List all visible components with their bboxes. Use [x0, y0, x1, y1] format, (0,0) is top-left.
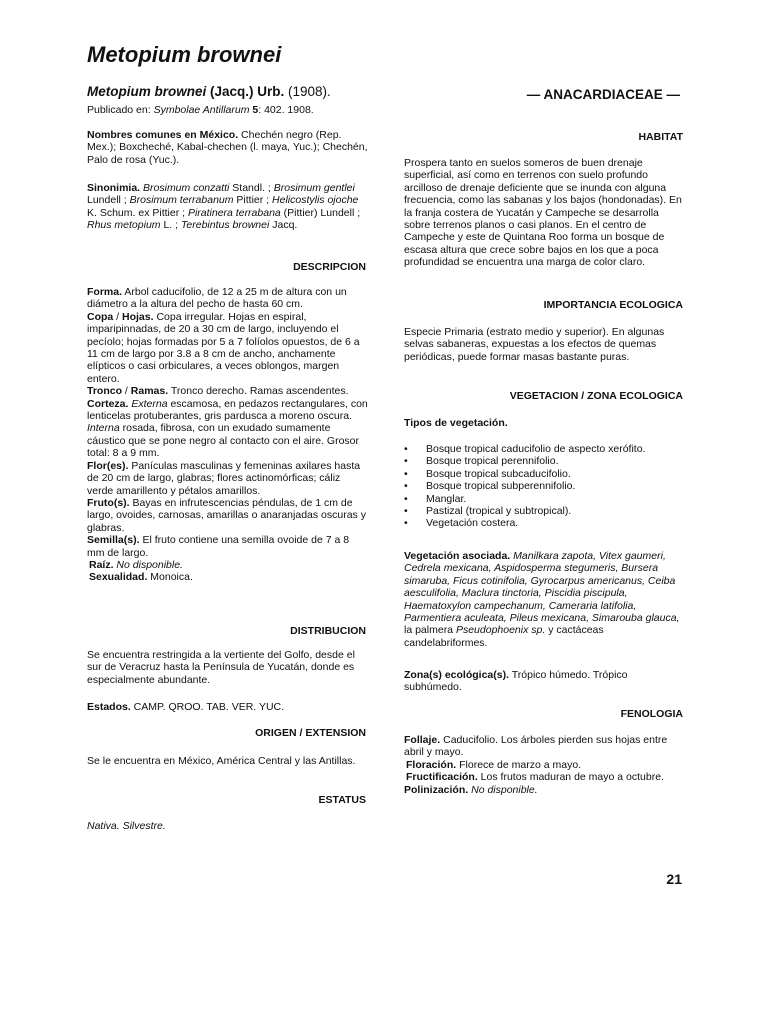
veg-type-item [404, 517, 684, 529]
veg-type-text: Bosque tropical caducifolio de aspecto xerófito. [426, 443, 646, 455]
desc-corteza-label: Corteza. [87, 397, 129, 410]
bullet-icon: • [404, 505, 408, 518]
associated-species [404, 550, 679, 649]
habitat-text: Prospera tanto en suelos someros de buen drenaje superficial, así como en terrenos con suelo profundo arcilloso de drenaje deficiente que se inunda con alguna frecuencia, como las sabanas y los bajos (hondonadas). En la franja costera de Yucatán y Campeche se desarrolla sobre terrenos planos o casi planos. En el centro de Campeche y este de Quintana Roo forma un bosque de escasa altura que crece sobre bajos en los que a poca profundidad se encuentra una marga de color claro. [404, 157, 682, 269]
bullet-icon: • [404, 455, 408, 468]
phen-fructificacion-text: Los frutos maduran de mayo a octubre. [477, 771, 664, 784]
states-text: CAMP. QROO. TAB. VER. YUC. [130, 701, 285, 713]
publication-journal: Symbolae Antillarum [153, 104, 250, 116]
section-heading-estatus: ESTATUS [318, 794, 366, 806]
page-number: 21 [666, 871, 682, 887]
section-heading-origen: ORIGEN / EXTENSION [255, 727, 366, 739]
synonymy-label: Sinonimia. [87, 182, 141, 194]
section-heading-distribucion: DISTRIBUCION [290, 625, 366, 637]
synonym-part: K. Schum. ex Pittier ; [87, 206, 188, 219]
veg-type-text: Bosque tropical subcaducifolio. [426, 467, 571, 480]
associated-vegetation [404, 550, 684, 649]
states [87, 701, 368, 713]
page-title: Metopium brownei [87, 42, 282, 67]
desc-forma [87, 286, 368, 311]
phen-follaje-label: Follaje. [404, 734, 441, 746]
desc-copa-label: Copa [87, 310, 114, 323]
publication-line [87, 104, 314, 116]
common-names-label: Nombres comunes en México. [87, 129, 239, 141]
desc-flores-label: Flor(es). [87, 459, 129, 472]
veg-types-label: Tipos de vegetación. [404, 417, 508, 429]
desc-semilla [87, 534, 368, 559]
section-heading-habitat: HABITAT [638, 131, 683, 143]
phenology-block [404, 734, 684, 796]
phen-floracion [404, 759, 684, 771]
veg-type-item [404, 505, 684, 517]
desc-tronco-text: Tronco derecho. Ramas ascendentes. [168, 385, 349, 398]
veg-type-item [404, 455, 684, 467]
desc-flores-text: Panículas masculinas y femeninas axilares hasta de 20 cm de largo, glabras; flores actinomórficas; cáliz verde amarillento y pétalos amarillos. [87, 459, 361, 497]
synonym-part: Helicostylis ojoche [272, 194, 359, 207]
distribution-text: Se encuentra restringida a la vertiente del Golfo, desde el sur de Veracruz hasta la Península de Yucatán, donde es especialmente abundante. [87, 649, 355, 686]
desc-copa-text: Copa irregular. Hojas en espiral, imparipinnadas, de 20 a 30 cm de largo, incluyendo el pecíolo; hojas formadas por 5 a 7 folíolos opuestos, de 6 a 11 cm de largo por 3.8 a 8 cm de ancho, anchamente elípticos o casi orbiculares, a veces oblongos, margen entero. [87, 310, 360, 385]
synonym-part: Lundell ; [87, 194, 130, 207]
desc-forma-label: Forma. [87, 286, 123, 298]
states-label: Estados. [87, 701, 131, 713]
veg-type-text: Vegetación costera. [426, 517, 519, 530]
bullet-icon: • [404, 517, 408, 530]
desc-corteza-externa: Externa [128, 397, 168, 410]
description-block [87, 286, 368, 584]
synonymy [87, 182, 368, 232]
publication-volume: 5 [249, 104, 259, 116]
desc-tronco-sep: / [122, 385, 131, 398]
common-names-text: Chechén negro (Rep. Mex.); Boxcheché, Kabal-chechen (l. maya, Yuc.); Chechén, Palo de rosa (Yuc.). [87, 129, 368, 166]
species-author: (Jacq.) Urb. [206, 84, 285, 99]
phen-floracion-label: Floración. [406, 758, 457, 771]
desc-sexualidad-label: Sexualidad. [89, 571, 148, 584]
veg-type-item [404, 468, 684, 480]
origin-text: Se le encuentra en México, América Central y las Antillas. [87, 755, 356, 767]
bullet-icon: • [404, 443, 408, 455]
zone-label: Zona(s) ecológica(s). [404, 669, 510, 681]
species-line [87, 84, 331, 100]
desc-corteza-interna: Interna [87, 422, 120, 435]
associated-species-part: la palmera [404, 624, 456, 637]
synonym-part: L. ; [160, 219, 181, 232]
associated-species-part: Pseudophoenix sp. [455, 624, 546, 637]
zone-text: Trópico húmedo. Trópico subhúmedo. [404, 669, 628, 694]
status-text: Nativa. Silvestre. [87, 820, 166, 832]
synonym-part: Brosimum conzatti [143, 182, 230, 194]
importance-text: Especie Primaria (estrato medio y superior). En algunas selvas sabaneras, expuestas a los efectos de quemas periódicas, puede formar masas bastante puras. [404, 326, 665, 363]
desc-raiz [87, 559, 368, 571]
veg-type-item [404, 493, 684, 505]
desc-fruto-text: Bayas en infrutescencias péndulas, de 1 cm de largo, ovoides, carnosas, amarillas o anaranjadas oscuras y glabras. [87, 496, 366, 534]
phen-polinizacion-text: No disponible. [468, 783, 538, 796]
publication-pages: : 402. 1908. [258, 104, 314, 116]
associated-species-part: y cactáceas candelabriformes. [404, 624, 604, 649]
phen-polinizacion-label: Polinización. [404, 783, 469, 796]
desc-sexualidad [87, 571, 368, 583]
species-name: Metopium brownei [87, 84, 207, 99]
desc-copa-sep: / [113, 310, 123, 323]
desc-flores [87, 460, 368, 497]
bullet-icon: • [404, 492, 408, 505]
associated-species-part: Manilkara zapota, Vitex gaumeri, Cedrela mexicana, Aspidosperma stegumeris, Bursera simaruba, Ficus cotinifolia, Gyrocarpus americanus, Ceiba aesculifolia, Maclura tinctoria, Piscidia piscipula, Haematoxylon campechanum, Cameraria latifolia, Parmentiera aculeata, Pileus mexicana, Simarouba glauca, [404, 550, 680, 625]
bullet-icon: • [404, 467, 408, 480]
desc-corteza-text1: escamosa, en pedazos rectangulares, con lenticelas protuberantes, gris pardusca a moreno oscura. [87, 397, 368, 423]
desc-raiz-text: No disponible. [113, 558, 183, 571]
ecological-zone [404, 669, 684, 694]
veg-type-text: Pastizal (tropical y subtropical). [426, 505, 572, 518]
bullet-icon: • [404, 480, 408, 493]
desc-tronco [87, 385, 368, 397]
veg-types-list [404, 443, 684, 530]
phen-follaje [404, 734, 684, 759]
phen-floracion-text: Florece de marzo a mayo. [456, 758, 582, 771]
synonym-part: Rhus metopium [87, 219, 161, 232]
desc-semilla-label: Semilla(s). [87, 534, 140, 547]
common-names [87, 129, 368, 166]
desc-ramas-label: Ramas. [130, 385, 169, 398]
desc-fruto [87, 497, 368, 534]
synonym-part: Brosimum terrabanum [129, 194, 234, 207]
desc-tronco-label: Tronco [87, 385, 123, 398]
desc-corteza [87, 398, 368, 460]
phen-polinizacion [404, 784, 684, 796]
desc-fruto-label: Fruto(s). [87, 496, 130, 509]
section-heading-vegetacion: VEGETACION / ZONA ECOLOGICA [509, 390, 683, 402]
veg-type-item [404, 480, 684, 492]
synonym-part: Jacq. [269, 219, 298, 232]
desc-corteza-text2: rosada, fibrosa, con un exudado sumamente cáustico que se pone negro al contacto con el aire. Grosor total: 8 a 9 mm. [87, 422, 359, 460]
synonym-part: Standl. ; [229, 182, 274, 194]
species-year: (1908). [284, 84, 331, 99]
publication-prefix: Publicado en: [87, 104, 154, 116]
associated-label: Vegetación asociada. [404, 550, 511, 562]
synonym-part: Pittier ; [233, 194, 273, 207]
synonym-part: Brosimum gentlei [273, 182, 355, 194]
desc-forma-text: Arbol caducifolio, de 12 a 25 m de altura con un diámetro a la altura del pecho de hasta 60 cm. [87, 286, 347, 311]
section-heading-fenologia: FENOLOGIA [620, 708, 683, 720]
desc-raiz-label: Raíz. [89, 558, 114, 571]
section-heading-descripcion: DESCRIPCION [293, 261, 366, 273]
veg-type-item [404, 443, 684, 455]
desc-semilla-text: El fruto contiene una semilla ovoide de 7 a 8 mm de largo. [87, 534, 350, 559]
desc-sexualidad-text: Monoica. [147, 571, 193, 584]
synonym-part: Piratinera terrabana [187, 206, 281, 219]
desc-hojas-label: Hojas. [122, 310, 154, 323]
veg-type-text: Bosque tropical perennifolio. [426, 455, 559, 468]
section-heading-importancia: IMPORTANCIA ECOLOGICA [543, 299, 683, 311]
phen-fructificacion [404, 771, 684, 783]
synonym-part: Terebintus brownei [180, 219, 270, 232]
synonym-part: (Pittier) Lundell ; [280, 206, 361, 219]
phen-follaje-text: Caducifolio. Los árboles pierden sus hojas entre abril y mayo. [404, 734, 668, 759]
veg-types-list-wrap [404, 443, 684, 530]
veg-type-text: Manglar. [426, 492, 467, 505]
phen-fructificacion-label: Fructificación. [406, 771, 478, 784]
desc-copa [87, 311, 368, 385]
veg-type-text: Bosque tropical subperennifolio. [426, 480, 576, 493]
family-name: — ANACARDIACEAE — [526, 87, 680, 102]
